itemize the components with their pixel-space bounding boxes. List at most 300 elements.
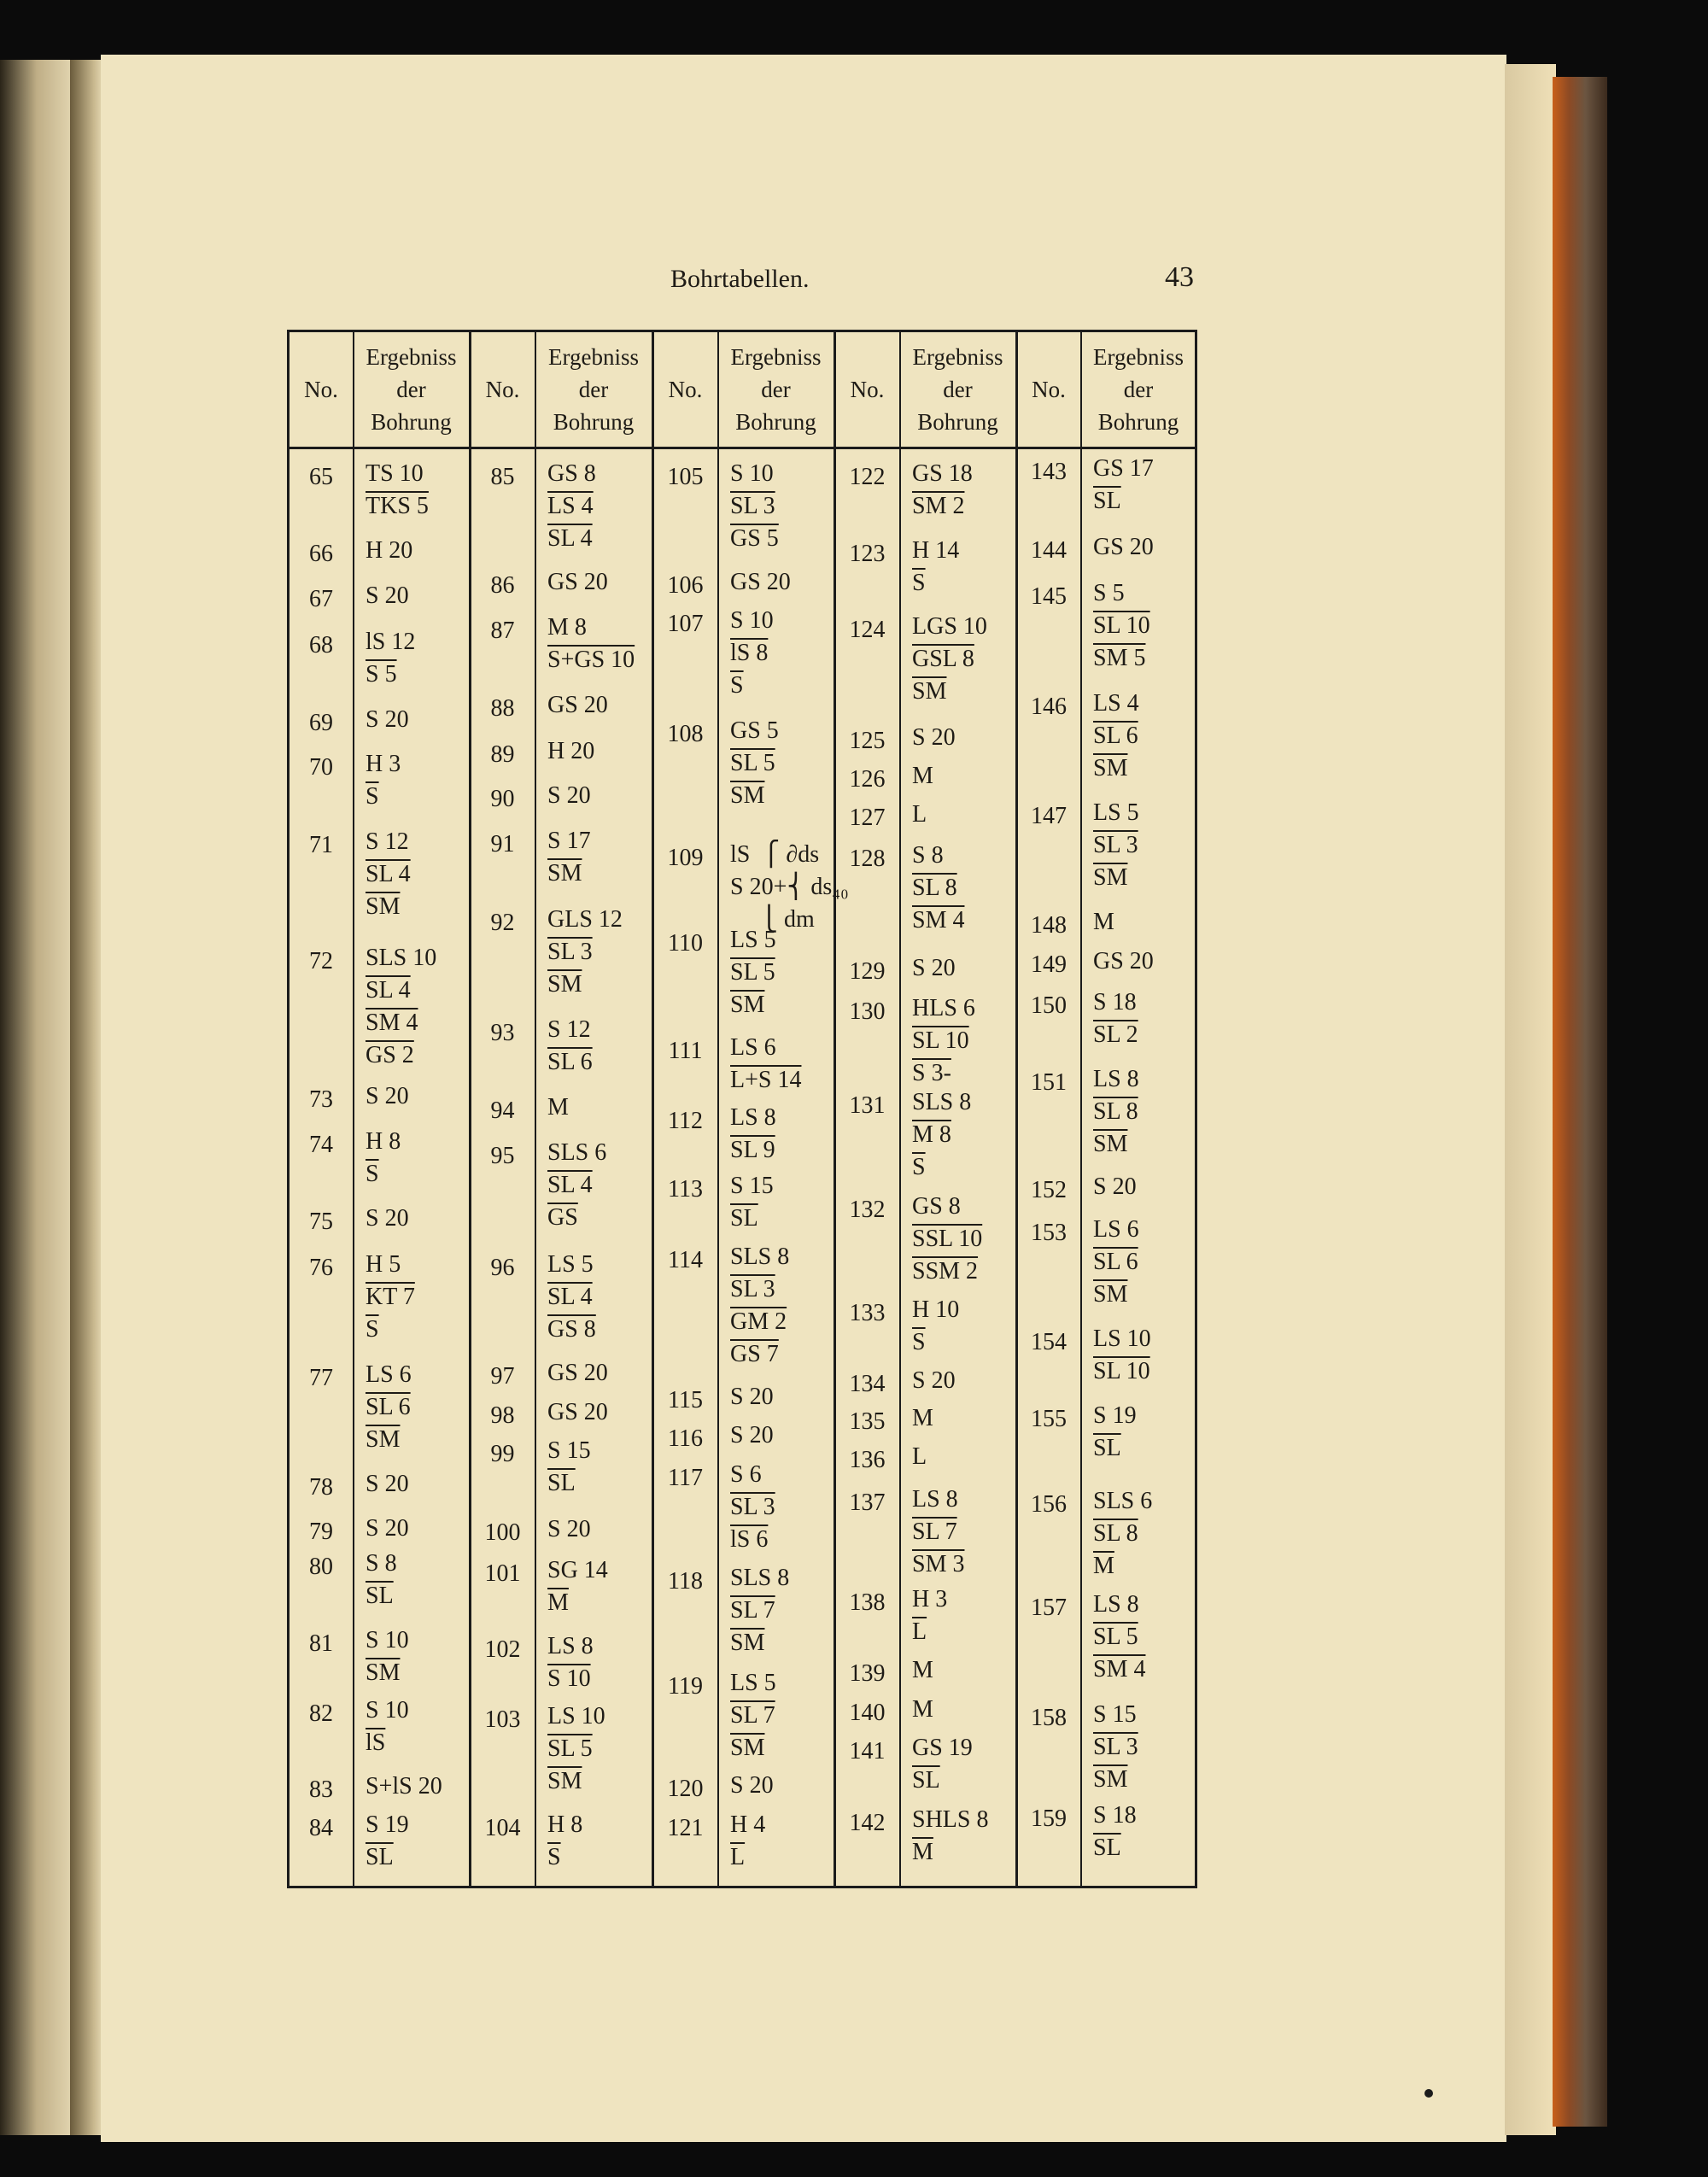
- entry-result-line: SL 7: [730, 1597, 775, 1624]
- entry-result-line: S 20: [912, 1367, 956, 1394]
- entry-result-line: GS 20: [547, 1360, 608, 1386]
- entry-result: [912, 1444, 1049, 1477]
- entry-number: 98: [490, 1402, 515, 1429]
- entry-result-line: H 20: [547, 738, 595, 764]
- entry-result-line: M: [912, 1696, 933, 1723]
- running-head: Bohrtabellen.: [670, 265, 810, 293]
- header-result: [535, 333, 652, 446]
- entry-number: 113: [668, 1176, 703, 1203]
- entry-result-line: SL 4: [366, 977, 411, 1004]
- entry-number: 80: [309, 1554, 333, 1580]
- entry-result-line: lS ⎧ ∂ds: [730, 841, 820, 868]
- entry-result: [366, 945, 502, 1075]
- entry-result: [730, 1773, 867, 1805]
- entry-result-line: M: [547, 1094, 569, 1121]
- entry-result-line: S 19: [366, 1811, 409, 1838]
- entry-result-line: SLS 8: [912, 1089, 972, 1115]
- header-result-line: Ergebniss: [548, 344, 639, 370]
- entry-result-line: S 18: [1093, 989, 1137, 1015]
- entry-result-line: H 8: [366, 1128, 401, 1155]
- entry-result-line: SL 10: [912, 1027, 969, 1054]
- entry-result-line: $\overline{SM}$: [730, 1630, 765, 1656]
- entry-result-line: H 20: [366, 537, 413, 564]
- entry-result-line: $\overline{S}$: [912, 1329, 926, 1355]
- entry-result-line: SL 5: [1093, 1624, 1138, 1650]
- entry-result-line: $\overline{SM}$: [912, 678, 947, 705]
- entry-number: 112: [668, 1108, 703, 1134]
- header-result-line: Bohrung: [1097, 409, 1179, 435]
- column-rule: [469, 330, 471, 1888]
- entry-result-line: LS 8: [1093, 1591, 1139, 1618]
- entry-result-line: $\overline{SL}$: [1093, 488, 1121, 514]
- entry-result-line: L: [912, 1443, 927, 1470]
- header-result-line: Ergebniss: [912, 344, 1003, 370]
- entry-number: 148: [1031, 912, 1067, 939]
- entry-result-line: H 4: [730, 1811, 766, 1838]
- header-no: No.: [304, 376, 338, 402]
- entry-number: 127: [849, 805, 886, 831]
- entry-result-line: GS 20: [730, 569, 791, 595]
- entry-number: 117: [668, 1465, 703, 1491]
- entry-result: [1093, 1803, 1230, 1868]
- entry-number: 107: [667, 611, 704, 637]
- entry-result-line: $\overline{M}$: [547, 1589, 569, 1616]
- entry-number: 129: [849, 958, 886, 985]
- entry-result-line: SL 3: [547, 939, 593, 965]
- entry-result-line: $\overline{SM}$: [547, 971, 582, 998]
- entry-result-line: M: [912, 1657, 933, 1683]
- left-facing-page: [0, 60, 73, 2135]
- entry-number: 93: [490, 1020, 515, 1046]
- entry-result-line: GS 2: [366, 1042, 414, 1068]
- entry-result-line: lS 12: [366, 629, 416, 655]
- header-no: No.: [668, 376, 703, 402]
- entry-result-line: lS 8: [730, 640, 769, 666]
- entry-result-line: M: [912, 763, 933, 789]
- entry-result: [1093, 949, 1230, 981]
- entry-number: 156: [1031, 1491, 1067, 1518]
- entry-result-line: LS 8: [912, 1486, 958, 1513]
- entry-result-line: H 8: [547, 1811, 583, 1838]
- entry-number: 105: [667, 464, 704, 490]
- entry-result-line: TKS 5: [366, 493, 429, 519]
- entry-result-line: $\overline{S}$: [547, 1844, 561, 1870]
- entry-result-line: S 20: [366, 1083, 409, 1109]
- entry-number: 76: [309, 1255, 333, 1281]
- entry-result-line: $\overline{L}$: [730, 1844, 746, 1870]
- entry-result: [1093, 581, 1230, 678]
- entry-number: 82: [309, 1700, 333, 1727]
- entry-number: 125: [849, 728, 886, 754]
- entry-result-line: SLS 8: [730, 1244, 790, 1270]
- entry-result: [366, 1472, 502, 1504]
- entry-result-line: $\overline{SL}$: [547, 1470, 576, 1496]
- entry-result-line: H 5: [366, 1251, 401, 1278]
- entry-result-line: S 20: [547, 1516, 591, 1542]
- entry-result: [1093, 1217, 1230, 1314]
- column-rule: [535, 330, 536, 1888]
- entry-result-line: SL 10: [1093, 1358, 1150, 1384]
- entry-result-line: M: [1093, 909, 1114, 935]
- book-gutter: [70, 60, 104, 2135]
- entry-result-line: M 8: [912, 1121, 951, 1148]
- entry-result: [912, 1090, 1049, 1187]
- entry-number: 150: [1031, 992, 1067, 1019]
- entry-result-line: SM 4: [912, 907, 965, 933]
- entry-result-line: S 20: [366, 1471, 409, 1497]
- entry-result-line: GS 20: [1093, 534, 1154, 560]
- entry-number: 116: [668, 1425, 703, 1452]
- header-result-line: der: [578, 377, 609, 402]
- entry-number: 128: [849, 846, 886, 872]
- ink-spot: [1424, 2089, 1433, 2098]
- entry-result: [547, 693, 684, 725]
- entry-number: 136: [849, 1447, 886, 1473]
- entry-result-line: $\overline{SL}$: [912, 1767, 940, 1794]
- entry-number: 81: [309, 1630, 333, 1657]
- entry-number: 137: [849, 1489, 886, 1516]
- entry-result: [547, 783, 684, 816]
- entry-number: 91: [490, 831, 515, 857]
- entry-result-line: $\overline{S}$: [366, 1316, 379, 1343]
- entry-result-line: $\overline{M}$: [912, 1839, 933, 1865]
- entry-result-line: GLS 12: [547, 906, 623, 933]
- entry-result-line: LS 4: [547, 493, 594, 519]
- header-result-line: der: [943, 377, 973, 402]
- entry-number: 92: [490, 910, 515, 936]
- entry-result-line: GS 20: [547, 569, 608, 595]
- entry-number: 144: [1031, 537, 1067, 564]
- entry-result: [1093, 1067, 1230, 1164]
- entry-result-line: SM 5: [1093, 645, 1146, 671]
- entry-number: 106: [667, 572, 704, 599]
- entry-number: 67: [309, 586, 333, 612]
- entry-result: [1093, 1702, 1230, 1800]
- entry-result-line: $\overline{SL}$: [366, 1583, 394, 1609]
- entry-result-line: S 20: [547, 782, 591, 809]
- entry-result-line: SL 4: [366, 861, 411, 887]
- entry-number: 90: [490, 786, 515, 812]
- entry-number: 69: [309, 710, 333, 736]
- entry-result-line: S 15: [1093, 1701, 1137, 1728]
- entry-result-line: S 12: [366, 828, 409, 855]
- entry-result-line: LS 8: [547, 1633, 594, 1659]
- entry-number: 83: [309, 1776, 333, 1803]
- entry-number: 73: [309, 1086, 333, 1113]
- entry-result-line: SL 4: [547, 1284, 593, 1310]
- entry-result-line: SM 4: [366, 1009, 418, 1036]
- column-rule: [652, 330, 654, 1888]
- entry-number: 104: [484, 1815, 521, 1841]
- entry-result-line: SLS 8: [730, 1565, 790, 1591]
- entry-number: 123: [849, 541, 886, 567]
- entry-number: 133: [849, 1300, 886, 1326]
- entry-result-line: $\overline{SM}$: [730, 782, 765, 809]
- entry-result-line: SL 8: [1093, 1098, 1138, 1125]
- entry-result-line: LS 6: [730, 1034, 776, 1061]
- entry-number: 119: [668, 1673, 703, 1700]
- entry-result-line: H 3: [366, 751, 401, 777]
- entry-result-line: SL 3: [1093, 1734, 1138, 1760]
- entry-result-line: SSM 2: [912, 1258, 979, 1285]
- entry-result-line: SM 4: [1093, 1656, 1146, 1682]
- entry-number: 86: [490, 572, 515, 599]
- entry-number: 141: [849, 1738, 886, 1764]
- entry-result-line: L: [912, 801, 927, 828]
- entry-result-line: SL 7: [730, 1702, 775, 1729]
- entry-result-line: TS 10: [366, 460, 424, 487]
- entry-result-line: S 18: [1093, 1802, 1137, 1829]
- entry-number: 153: [1031, 1220, 1067, 1246]
- entry-result-line: LS 8: [1093, 1066, 1139, 1092]
- entry-result-line: S 20: [366, 1515, 409, 1542]
- entry-result-line: GS 8: [547, 460, 596, 487]
- entry-number: 97: [490, 1363, 515, 1390]
- entry-result-line: $\overline{SM}$: [1093, 1131, 1128, 1157]
- entry-result-line: $\overline{SL}$: [1093, 1835, 1121, 1861]
- entry-result-line: S 10: [366, 1697, 409, 1723]
- entry-result: [1093, 1326, 1230, 1391]
- entry-result: [366, 1206, 502, 1238]
- entry-result-line: LS 5: [547, 1251, 594, 1278]
- entry-number: 99: [490, 1441, 515, 1467]
- entry-number: 152: [1031, 1177, 1067, 1203]
- column-rule: [1015, 330, 1018, 1888]
- entry-number: 135: [849, 1408, 886, 1435]
- entry-number: 120: [667, 1776, 704, 1802]
- entry-result-line: $\overline{SM}$: [1093, 864, 1128, 891]
- entry-result-line: SL 3: [1093, 832, 1138, 858]
- header-result-line: Bohrung: [735, 409, 816, 435]
- entry-result-line: SL 2: [1093, 1021, 1138, 1048]
- entry-result-line: HLS 6: [912, 995, 975, 1021]
- entry-result-line: $\overline{S}$: [912, 1154, 926, 1180]
- entry-result-line: SL 9: [730, 1137, 775, 1163]
- entry-result: [1093, 535, 1230, 567]
- entry-result-line: GS 20: [547, 692, 608, 718]
- entry-number: 87: [490, 617, 515, 644]
- entry-result-line: S 5: [1093, 580, 1125, 606]
- entry-result-line: GS 17: [1093, 455, 1154, 482]
- entry-result-line: H 14: [912, 537, 960, 564]
- entry-result-line: lS 6: [730, 1526, 769, 1553]
- entry-number: 142: [849, 1810, 886, 1836]
- entry-number: 159: [1031, 1805, 1067, 1832]
- entry-result-line: S 10: [547, 1665, 591, 1692]
- entry-result-line: SL 5: [547, 1735, 593, 1762]
- entry-result-line: GS 5: [730, 525, 779, 552]
- entry-result-line: $\overline{SM}$: [366, 1659, 401, 1686]
- entry-result-line: H 10: [912, 1296, 960, 1323]
- entry-result-line: SL 3: [730, 1276, 775, 1302]
- entry-result-line: $\overline{SL}$: [366, 1844, 394, 1870]
- entry-result-line: SL 3: [730, 1494, 775, 1520]
- entry-result-line: H 3: [912, 1586, 948, 1612]
- entry-result-line: SL 5: [730, 750, 775, 776]
- entry-result-line: $\overline{lS}$: [366, 1729, 386, 1756]
- entry-result-line: SLS 10: [366, 945, 437, 971]
- entry-result-line: S 20: [730, 1772, 774, 1799]
- column-rule: [353, 330, 354, 1888]
- book-cover-edge: [1553, 77, 1607, 2127]
- entry-result-line: S 15: [547, 1437, 591, 1464]
- header-result-line: der: [761, 377, 791, 402]
- entry-number: 88: [490, 695, 515, 722]
- column-rule: [717, 330, 719, 1888]
- header-no: No.: [485, 376, 520, 402]
- column-rule: [1080, 330, 1082, 1888]
- entry-number: 132: [849, 1197, 886, 1223]
- entry-number: 143: [1031, 459, 1067, 485]
- page-number: 43: [1165, 261, 1194, 293]
- page-edges: [1505, 64, 1556, 2135]
- entry-result-line: KT 7: [366, 1284, 415, 1310]
- entry-result-line: S 19: [1093, 1402, 1137, 1429]
- entry-result-line: S 20: [730, 1422, 774, 1448]
- entry-result-line: SHLS 8: [912, 1806, 989, 1833]
- entry-result-line: LS 5: [730, 1670, 776, 1696]
- entry-result-line: SL 8: [1093, 1520, 1138, 1547]
- entry-result-line: SL 3: [730, 493, 775, 519]
- header-result-line: Bohrung: [553, 409, 635, 435]
- entry-number: 68: [309, 632, 333, 658]
- entry-result-line: $\overline{S}$: [366, 783, 379, 810]
- header-result: [718, 333, 834, 446]
- entry-result-line: S+GS 10: [547, 647, 635, 673]
- entry-result-line: GS 7: [730, 1341, 779, 1367]
- entry-number: 85: [490, 464, 515, 490]
- entry-result-line: LS 4: [1093, 690, 1139, 717]
- entry-result-line: S 12: [547, 1016, 591, 1043]
- entry-number: 89: [490, 741, 515, 768]
- entry-result-line: S 20: [730, 1384, 774, 1410]
- header-result: [354, 333, 469, 446]
- entry-result: [1093, 456, 1230, 521]
- header-result-line: Ergebniss: [1093, 344, 1184, 370]
- entry-number: 84: [309, 1815, 333, 1841]
- column-rule: [834, 330, 836, 1888]
- header-no: No.: [1032, 376, 1066, 402]
- entry-result-line: GS 20: [547, 1399, 608, 1425]
- entry-result-line: LS 8: [730, 1104, 776, 1131]
- entry-result-line: S 5: [366, 661, 397, 688]
- entry-result: [1093, 1403, 1230, 1468]
- entry-number: 77: [309, 1365, 333, 1391]
- entry-result: [730, 1035, 867, 1100]
- entry-number: 74: [309, 1132, 333, 1158]
- entry-result-line: L+S 14: [730, 1067, 802, 1093]
- entry-result-line: LGS 10: [912, 613, 987, 640]
- header-result-line: Bohrung: [371, 409, 452, 435]
- entry-result: [366, 1774, 502, 1806]
- entry-number: 71: [309, 832, 333, 858]
- entry-result-line: GS 5: [730, 717, 779, 744]
- entry-result-line: $\overline{SM}$: [547, 860, 582, 887]
- entry-result-line: $\overline{SM}$: [730, 992, 765, 1018]
- entry-result-line: S 10: [730, 460, 774, 487]
- entry-result-line: LS 5: [730, 927, 776, 953]
- entry-result-line: SL 6: [1093, 723, 1138, 749]
- entry-result-line: S 20+⎨ ds₄₀: [730, 874, 849, 900]
- entry-result: [730, 570, 867, 602]
- entry-number: 65: [309, 464, 333, 490]
- header-result: [1081, 333, 1196, 446]
- entry-result-line: $\overline{SM}$: [366, 893, 401, 920]
- entry-number: 131: [849, 1092, 886, 1119]
- entry-number: 78: [309, 1474, 333, 1501]
- entry-result-line: S 20: [912, 724, 956, 751]
- entry-number: 124: [849, 617, 886, 643]
- entry-number: 108: [667, 721, 704, 747]
- entry-number: 115: [668, 1387, 703, 1413]
- entry-number: 111: [668, 1038, 703, 1064]
- header-result-line: der: [396, 377, 426, 402]
- entry-number: 109: [667, 845, 704, 871]
- entry-number: 121: [667, 1815, 704, 1841]
- entry-result-line: $\overline{S}$: [366, 1161, 379, 1187]
- entry-result-line: LS 10: [547, 1703, 605, 1729]
- entry-result-line: S 10: [366, 1627, 409, 1653]
- entry-result-line: $\overline{SM}$: [1093, 755, 1128, 781]
- entry-result-line: $\overline{SM}$: [730, 1735, 765, 1761]
- entry-result-line: M 8: [547, 614, 587, 641]
- entry-result-line: $\overline{SL}$: [730, 1205, 758, 1232]
- column-rule: [899, 330, 901, 1888]
- entry-result-line: $\overline{SM}$: [366, 1426, 401, 1453]
- entry-result-line: $\overline{M}$: [1093, 1553, 1114, 1579]
- entry-number: 139: [849, 1660, 886, 1687]
- entry-number: 100: [484, 1519, 521, 1546]
- entry-result-line: SL 6: [1093, 1249, 1138, 1275]
- entry-result-line: M: [912, 1405, 933, 1431]
- entry-result-line: $\overline{SL}$: [1093, 1435, 1121, 1461]
- entry-result-line: S 20: [912, 955, 956, 981]
- entry-result: [1093, 990, 1230, 1055]
- entry-number: 95: [490, 1143, 515, 1169]
- entry-result-line: S 3-: [912, 1060, 951, 1086]
- entry-result-line: GS 18: [912, 460, 973, 487]
- header-result-line: Bohrung: [917, 409, 998, 435]
- entry-result: [912, 764, 1049, 796]
- entry-result: [1093, 1489, 1230, 1586]
- header-result-line: der: [1123, 377, 1154, 402]
- entry-result-line: $\overline{GS}$: [547, 1204, 578, 1231]
- entry-number: 158: [1031, 1705, 1067, 1731]
- entry-number: 96: [490, 1255, 515, 1281]
- entry-result-line: SL 6: [366, 1394, 411, 1420]
- entry-result-line: GSL 8: [912, 646, 974, 672]
- header-rule: [287, 447, 1197, 449]
- entry-result-line: S 20: [366, 582, 409, 609]
- entry-result: [1093, 1592, 1230, 1689]
- entry-result: [1093, 910, 1230, 942]
- entry-result-line: LS 5: [1093, 799, 1139, 826]
- entry-result-line: GS 8: [912, 1193, 961, 1220]
- entry-number: 151: [1031, 1069, 1067, 1096]
- entry-result-line: S 10: [730, 607, 774, 634]
- entry-result-line: S 8: [912, 842, 944, 869]
- entry-result-line: SSL 10: [912, 1226, 983, 1252]
- entry-number: 66: [309, 541, 333, 567]
- entry-result-line: GS 8: [547, 1316, 596, 1343]
- entry-result: [912, 1368, 1049, 1401]
- entry-number: 134: [849, 1371, 886, 1397]
- entry-result-line: LS 6: [366, 1361, 412, 1388]
- entry-number: 101: [484, 1560, 521, 1587]
- header-no: No.: [850, 376, 885, 402]
- entry-result: [1093, 691, 1230, 788]
- entry-result-line: $\overline{SM}$: [1093, 1766, 1128, 1793]
